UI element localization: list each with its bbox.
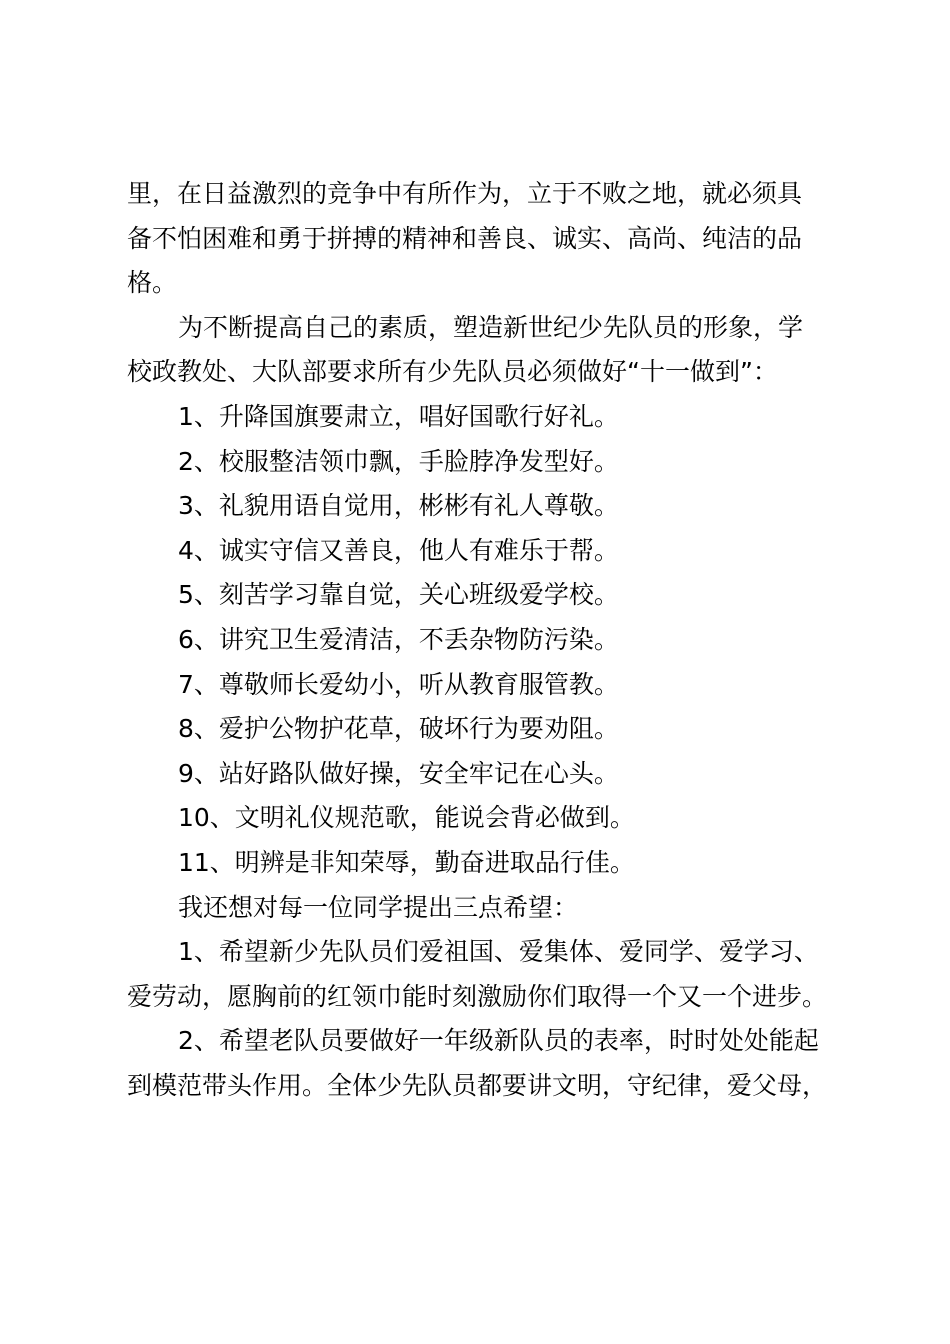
text-line: 2、希望老队员要做好一年级新队员的表率，时时处处能起 — [178, 1026, 819, 1056]
text-line: 备不怕困难和勇于拼搏的精神和善良、诚实、高尚、纯洁的品 — [127, 223, 803, 253]
text-line: 1、希望新少先队员们爱祖国、爱集体、爱同学、爱学习、 — [178, 937, 819, 967]
text-line: 校政教处、大队部要求所有少先队员必须做好“十一做到”： — [127, 357, 778, 387]
list-item: 2、校服整洁领巾飘，手脸脖净发型好。 — [178, 446, 619, 476]
hope-item — [127, 930, 833, 1019]
list-item: 9、站好路队做好操，安全牢记在心头。 — [178, 758, 619, 788]
list-item: 10、文明礼仪规范歌，能说会背必做到。 — [178, 803, 635, 833]
list-item: 11、明辨是非知荣辱，勤奋进取品行佳。 — [178, 847, 635, 877]
paragraph — [127, 306, 833, 395]
document-page — [127, 172, 833, 1108]
text-line: 格。 — [127, 268, 178, 298]
text-line: 爱劳动，愿胸前的红领巾能时刻激励你们取得一个又一个进步。 — [127, 981, 828, 1011]
rules-list — [127, 395, 833, 886]
list-item: 1、升降国旗要肃立，唱好国歌行好礼。 — [178, 401, 619, 431]
paragraph — [127, 172, 833, 306]
text-line: 里，在日益激烈的竞争中有所作为，立于不败之地，就必须具 — [127, 179, 803, 208]
list-item: 5、刻苦学习靠自觉，关心班级爱学校。 — [178, 580, 619, 610]
text-line: 到模范带头作用。全体少先队员都要讲文明，守纪律，爱父母， — [127, 1070, 828, 1100]
list-item: 8、爱护公物护花草，破坏行为要劝阻。 — [178, 714, 619, 744]
list-item: 3、礼貌用语自觉用，彬彬有礼人尊敬。 — [178, 491, 619, 521]
list-item: 6、讲究卫生爱清洁，不丢杂物防污染。 — [178, 624, 619, 654]
list-item: 7、尊敬师长爱幼小，听从教育服管教。 — [178, 669, 619, 699]
text-line: 为不断提高自己的素质，塑造新世纪少先队员的形象，学 — [178, 312, 804, 342]
list-item: 4、诚实守信又善良，他人有难乐于帮。 — [178, 535, 619, 565]
hope-intro: 我还想对每一位同学提出三点希望： — [178, 892, 579, 922]
hope-item — [127, 1019, 833, 1108]
